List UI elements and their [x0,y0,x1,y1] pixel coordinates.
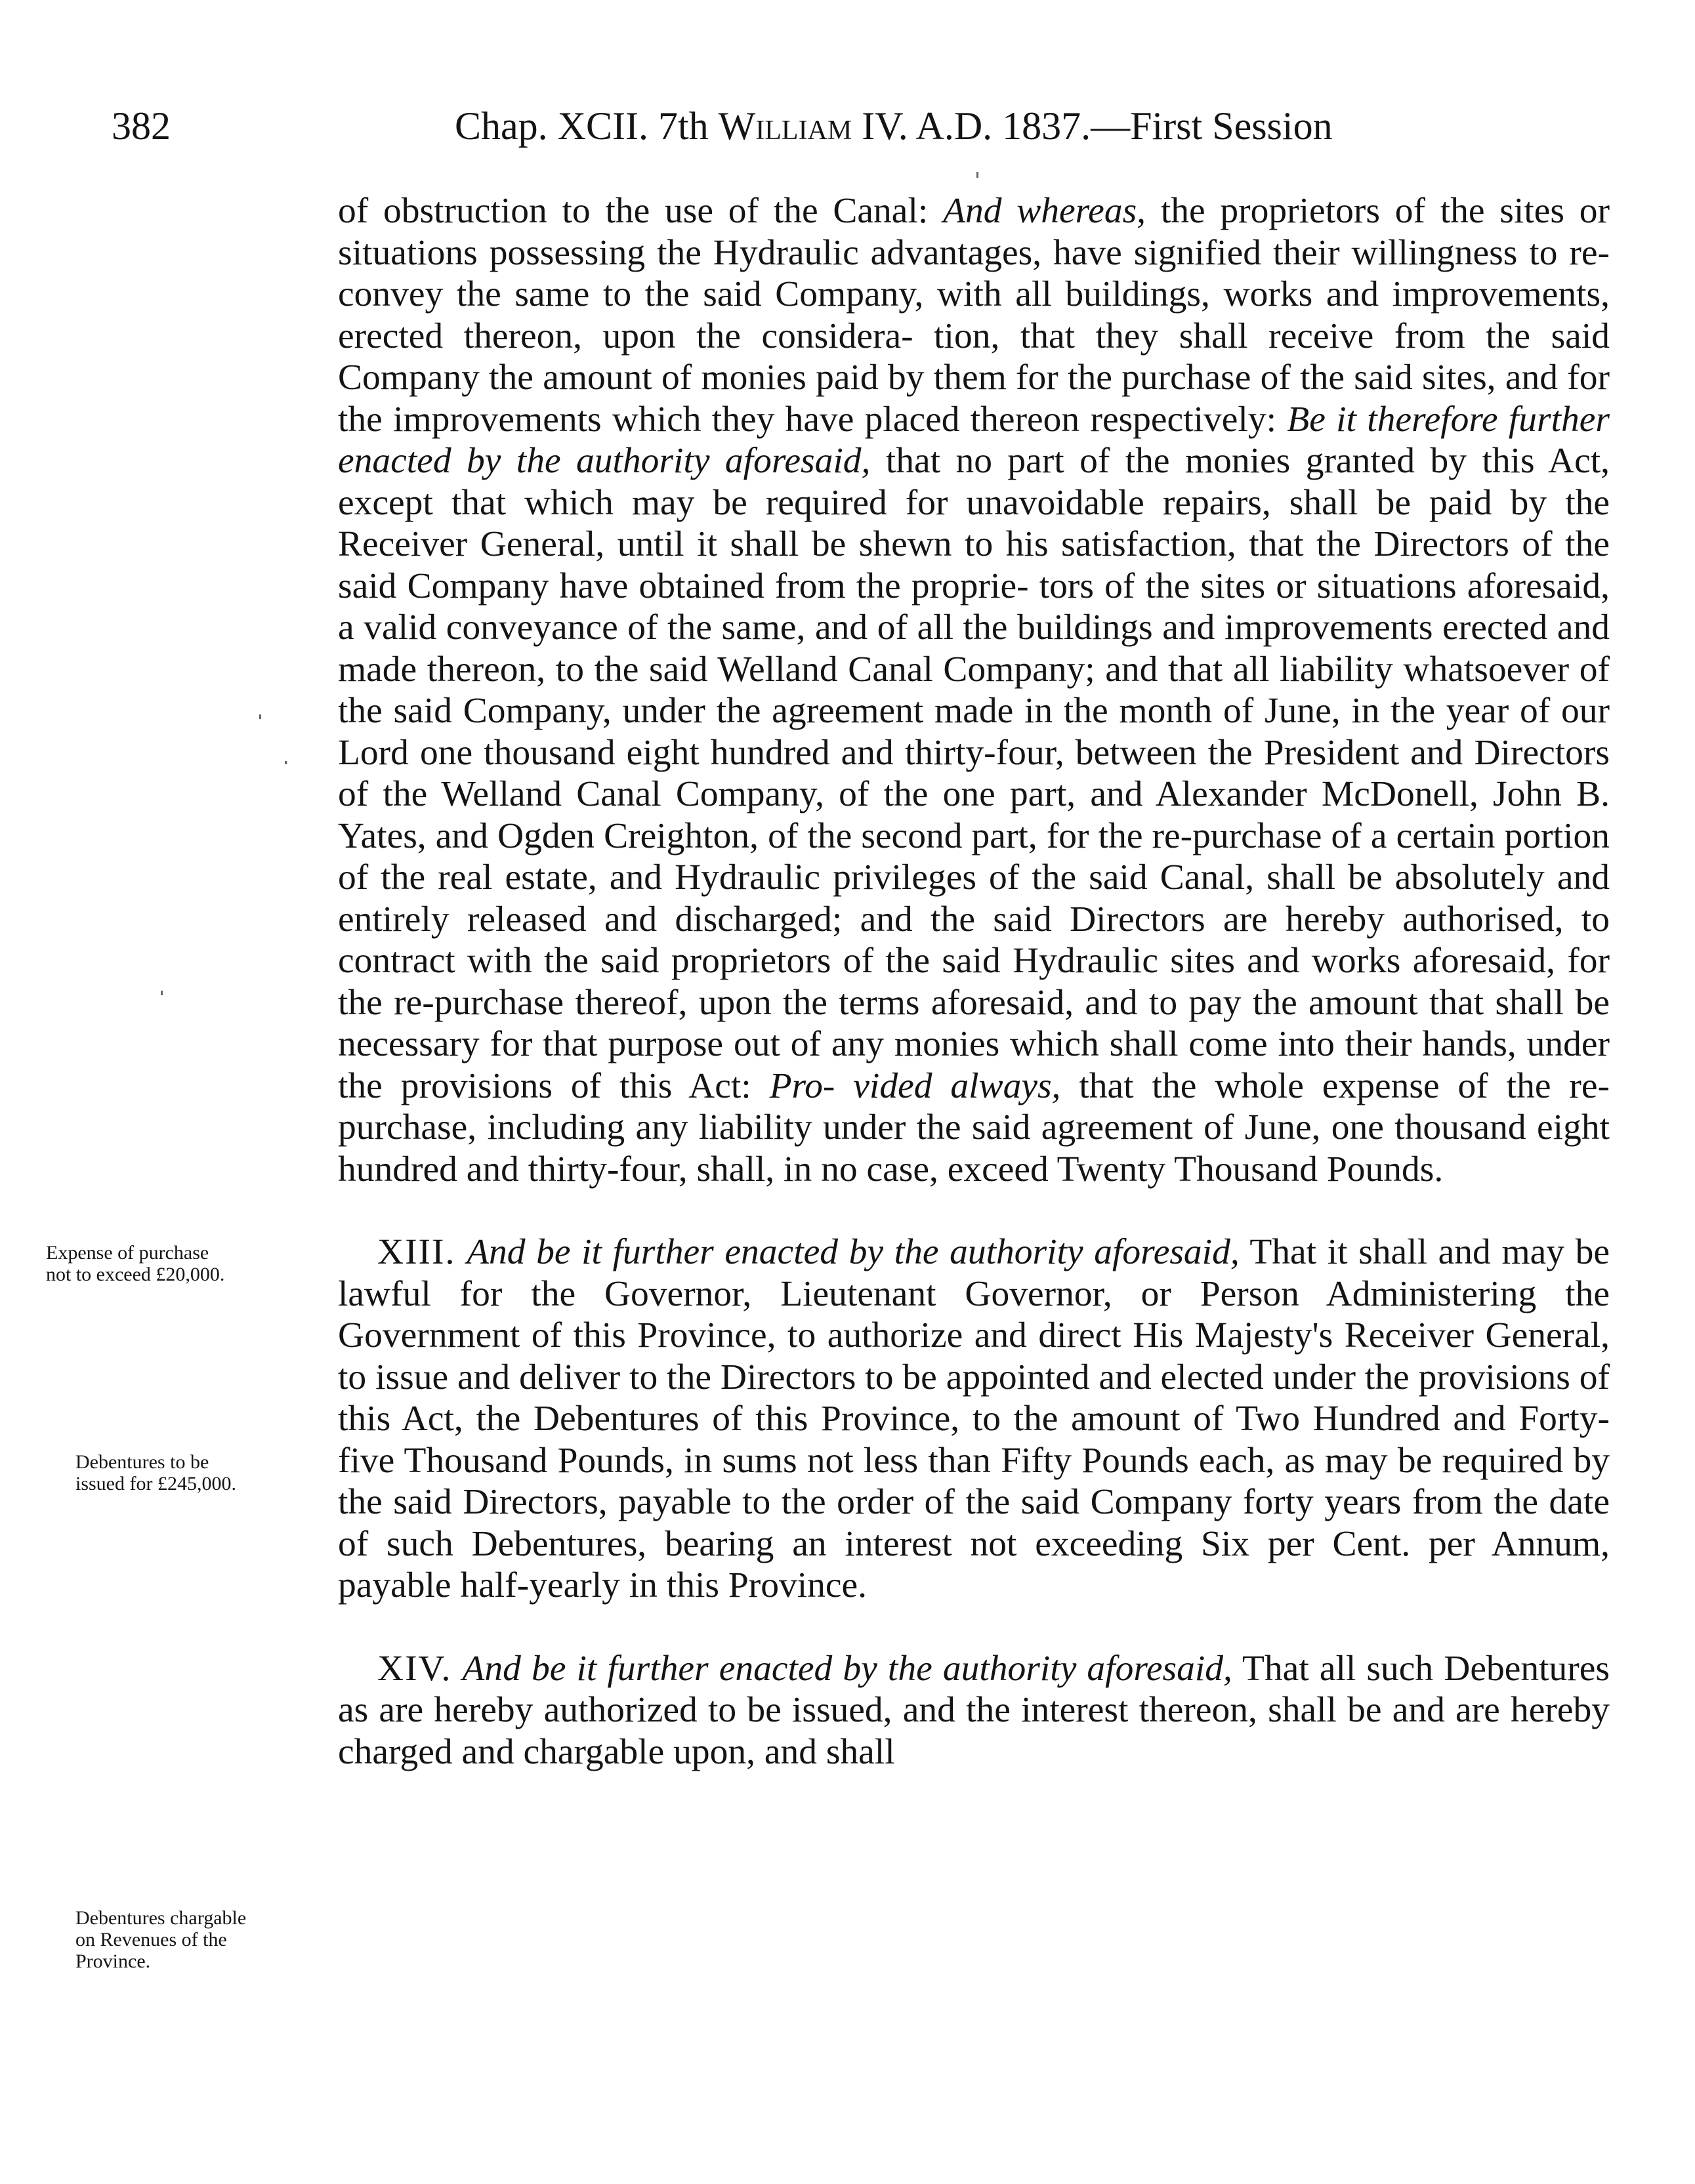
section-xiv-enacting-clause: And be it further enacted by the authority aforesaid, [462,1648,1232,1689]
margin-note-2-line-2: issued for £245,000. [75,1473,236,1494]
page-number: 382 [112,104,171,148]
margin-note-3-line-3: Province. [75,1950,151,1972]
regnal-session: IV. A.D. 1837.—First Session [862,104,1333,148]
chapter-label: Chap. XCII. 7th [455,104,709,148]
margin-note-1-line-1: Expense of purchase [46,1242,209,1264]
margin-note-2-line-1: Debentures to be [75,1451,209,1473]
para1-text-2: the proprietors of the sites or situations possessing the Hydraulic advantages, have signified their willingness to re-convey the same to the said Company, with all buildings, works and improvements, erected thereon, upon the considera- tion, that they shall receive from the said Company the amount of monies paid by them for the purchase of the said sites, and for the improvements which they have placed thereon respectively: [338,191,1610,440]
scan-speck [259,714,261,719]
scan-speck [161,991,163,995]
section-xiv [338,1648,1610,1773]
king-name: William [718,104,852,148]
para1-italic-3: Pro- vided always, [769,1065,1061,1106]
para1-italic-2: Be it therefore further enacted by the authority aforesaid, [338,399,1610,481]
margin-note-debentures-chargable [75,1907,338,1972]
margin-note-expense-of-purchase [46,1242,335,1285]
section-xiii-text: That it shall and may be lawful for the Governor, Lieutenant Governor, or Person Administering the Government of this Province, to authorize and direct His Majesty's Receiver General, to issue and deliver to the Directors to be appointed and elected under the provisions of this Act, the Debentures of this Province, to the amount of Two Hundred and Forty-five Thousand Pounds, in sums not less than Fifty Pounds each, as may be required by the said Directors, payable to the order of the said Company forty years from the date of such Debentures, bearing an interest not exceeding Six per Cent. per Annum, payable half-yearly in this Province. [338,1232,1610,1605]
para1-text-3: that no part of the monies granted by this Act, except that which may be required for unavoidable repairs, shall be paid by the Receiver General, until it shall be shewn to his satisfaction, that the Directors of the said Company have obtained from the proprie- tors of the sites or situations aforesaid, a valid conveyance of the same, and of all the buildings and improvements erected and made thereon, to the said Welland Canal Company; and that all liability whatsoever of the said Company, under the agreement made in the month of June, in the year of our Lord one thousand eight hundred and thirty-four, between the President and Directors of the Welland Canal Company, of the one part, and Alexander McDonell, John B. Yates, and Ogden Creighton, of the second part, for the re-purchase of a certain portion of the real estate, and Hydraulic privileges of the said Canal, shall be absolutely and entirely released and discharged; and the said Directors are hereby authorised, to contract with the said proprietors of the said Hydraulic sites and works aforesaid, for the re-purchase thereof, upon the terms aforesaid, and to pay the amount that shall be necessary for that purpose out of any monies which shall come into their hands, under the provisions of this Act: [338,441,1610,1106]
section-xiii-enacting-clause: And be it further enacted by the authority aforesaid, [467,1232,1240,1272]
margin-note-3-line-2: on Revenues of the [75,1929,227,1950]
paragraph-continuation [338,190,1610,1190]
para1-italic-1: And whereas, [943,191,1146,231]
margin-note-3-line-1: Debentures chargable [75,1907,247,1929]
section-xiv-text: That all such Debentures as are hereby authorized to be issued, and the interest thereon, shall be and are hereby charged and chargable upon, and shall [338,1648,1610,1772]
para1-text-1: of obstruction to the use of the Canal: [338,191,929,231]
running-title [455,104,1333,149]
margin-note-1-line-2: not to exceed £20,000. [46,1264,225,1285]
scan-speck [285,761,287,764]
body-text [338,190,1610,1773]
margin-note-debentures-issued [75,1451,335,1494]
section-xiii [338,1231,1610,1607]
scan-speck [976,172,978,178]
section-xiv-number: XIV. [377,1648,452,1689]
para1-text-4: that the whole expense of the re-purchase, including any liability under the said agreement of June, one thousand eight hundred and thirty-four, shall, in no case, exceed Twenty Thousand Pounds. [338,1065,1610,1189]
running-header [0,104,1695,150]
section-xiii-number: XIII. [377,1232,456,1272]
